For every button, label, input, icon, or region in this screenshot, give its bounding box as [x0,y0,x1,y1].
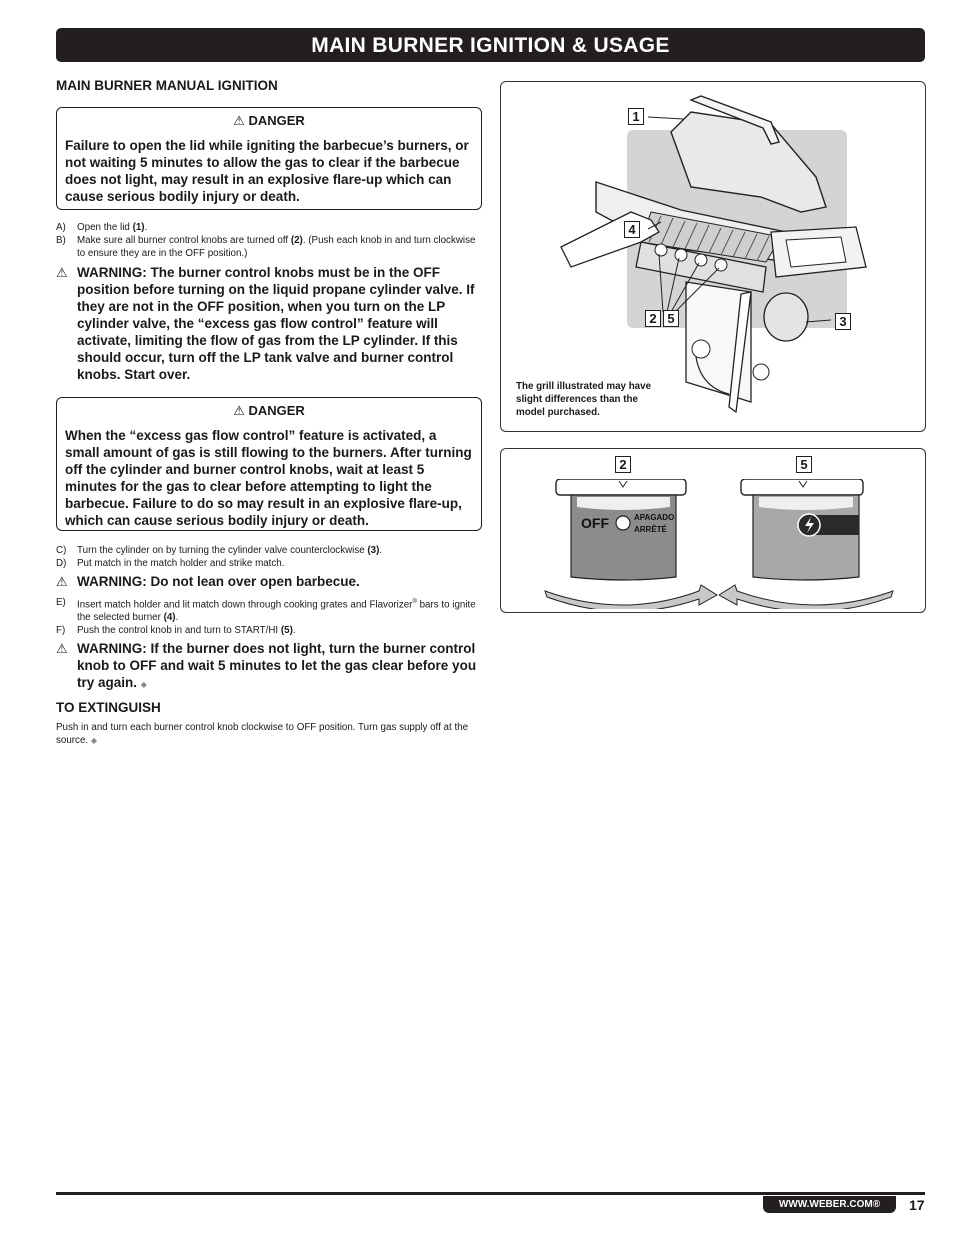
grill-illustration [501,82,925,431]
step-f: F) Push the control knob in and turn to START/HI (5). [56,625,296,637]
footer-rule [56,1192,925,1195]
end-diamond-icon: ◆ [90,736,98,746]
danger-label: DANGER [248,113,305,128]
callout-1: 1 [628,108,644,125]
steps-ef [56,596,482,637]
grill-caption: The grill illustrated may have slight differences than the model purchased. [516,381,652,418]
warning-triangle-icon: ⚠ [56,265,68,280]
off-label: OFF [581,515,609,531]
knob-start-illustration [719,479,899,609]
step-c: C) Turn the cylinder on by turning the cylinder valve counterclockwise (3). [56,545,383,556]
arrete-label: ARRÊTÉ [634,525,667,534]
page-title: MAIN BURNER IGNITION & USAGE [56,28,925,62]
danger-header [65,113,473,129]
warning-triangle-icon: ⚠ [56,574,68,589]
warning-no-light: ⚠ WARNING: If the burner does not light, turn the burner control knob to OFF and wait 5 minutes to let the gas clear before you try again. ◆ [56,641,477,691]
warning-triangle-icon: ⚠ [233,403,245,418]
section-heading-extinguish: TO EXTINGUISH [56,700,161,716]
callout-4: 4 [624,221,640,238]
step-e: E) Insert match holder and lit match down through cooking grates and Flavorizer® bars to ignite the selected burner (4). [56,597,476,624]
extinguish-text: Push in and turn each burner control knob clockwise to OFF position. Turn gas supply off at the source. ◆ [56,722,469,747]
callout-2: 2 [615,456,631,473]
danger-box-1 [56,107,482,210]
page-number: 17 [909,1197,925,1213]
apagado-label: APAGADO [634,513,675,522]
danger-label: DANGER [248,403,305,418]
warning-triangle-icon: ⚠ [233,113,245,128]
step-b: B) Make sure all burner control knobs are turned off (2). (Push each knob in and turn clockwise to ensure they are in the OFF position.) [56,235,476,259]
grill-figure [500,81,926,432]
end-diamond-icon: ◆ [140,680,147,690]
step-a: A) Open the lid (1). [56,222,148,233]
step-d: D) Put match in the match holder and strike match. [56,558,285,569]
warning-lean: ⚠ WARNING: Do not lean over open barbecue. [56,574,360,589]
warning-knobs-off: ⚠ WARNING: The burner control knobs must be in the OFF position before turning on the liquid propane cylinder valve. If they are not in the OFF position, when you turn on the LP cylinder valve, the “excess gas flow control” feature will activate, limiting the flow of gas from the LP cylinder. If this should occur, turn off the LP tank valve and burner control knobs. Start over. [56,265,475,382]
danger-text: Failure to open the lid while igniting the barbecue’s burners, or not waiting 5 minutes to allow the gas to clear if the barbecue does not light, may result in an explosive flare-up which can cause serious bodily injury or death. [65,138,469,204]
footer-url[interactable]: WWW.WEBER.COM® [763,1196,896,1213]
danger-header [65,403,473,419]
callout-2: 2 [645,310,661,327]
warning-triangle-icon: ⚠ [56,641,68,657]
callout-5: 5 [663,310,679,327]
danger-box-2 [56,397,482,531]
steps-ab [56,221,482,260]
callout-5: 5 [796,456,812,473]
danger-text: When the “excess gas flow control” feature is activated, a small amount of gas is still flowing to the burners. After turning off the cylinder and burner control knobs, wait at least 5 minutes for the gas to clear before attempting to light the barbecue. Failure to do so may result in an explosive flare-up, which can cause serious bodily injury or death. [65,428,472,528]
knob-off-illustration [539,479,719,609]
left-column [56,78,482,747]
callout-3: 3 [835,313,851,330]
section-heading-manual-ignition: MAIN BURNER MANUAL IGNITION [56,78,278,93]
steps-cd [56,544,482,570]
knob-figure [500,448,926,613]
